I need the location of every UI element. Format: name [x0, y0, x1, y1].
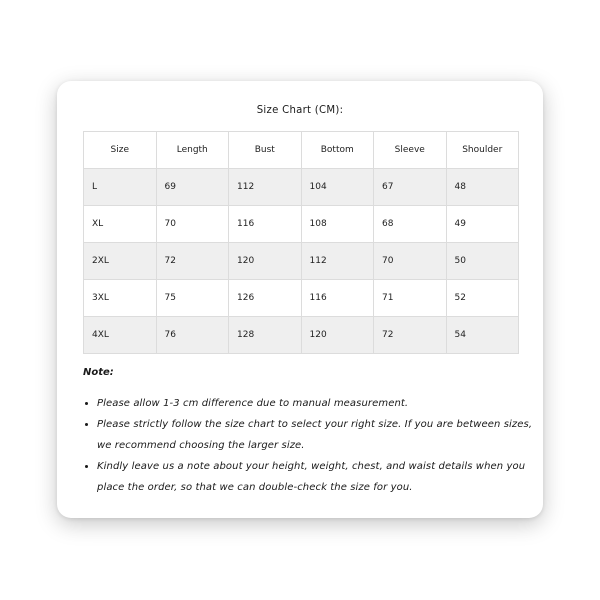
table-cell: 70 — [374, 243, 447, 280]
header-length: Length — [156, 132, 229, 169]
table-cell: 128 — [229, 317, 302, 354]
header-size: Size — [84, 132, 157, 169]
table-cell: 76 — [156, 317, 229, 354]
table-cell: 72 — [156, 243, 229, 280]
header-sleeve: Sleeve — [374, 132, 447, 169]
notes-list — [83, 393, 537, 498]
table-cell: L — [84, 169, 157, 206]
table-cell: 2XL — [84, 243, 157, 280]
table-cell: 70 — [156, 206, 229, 243]
table-cell: 104 — [301, 169, 374, 206]
header-shoulder: Shoulder — [446, 132, 519, 169]
table-row — [84, 243, 519, 280]
table-cell: 67 — [374, 169, 447, 206]
table-cell: 112 — [229, 169, 302, 206]
table-cell: XL — [84, 206, 157, 243]
table-cell: 126 — [229, 280, 302, 317]
table-cell: 3XL — [84, 280, 157, 317]
note-label: Note: — [83, 367, 114, 378]
size-table — [83, 131, 519, 354]
table-cell: 4XL — [84, 317, 157, 354]
list-item: • Please allow 1-3 cm difference due to manual measurement. — [97, 393, 537, 414]
header-bottom: Bottom — [301, 132, 374, 169]
table-cell: 75 — [156, 280, 229, 317]
table-cell: 120 — [229, 243, 302, 280]
list-item: • Please strictly follow the size chart to select your right size. If you are between sizes, we recommend choosing the larger size. — [97, 414, 537, 456]
table-cell: 52 — [446, 280, 519, 317]
size-chart-card — [57, 81, 543, 518]
table-row — [84, 169, 519, 206]
table-row — [84, 317, 519, 354]
table-cell: 112 — [301, 243, 374, 280]
table-cell: 49 — [446, 206, 519, 243]
table-cell: 69 — [156, 169, 229, 206]
table-row — [84, 206, 519, 243]
table-row — [84, 280, 519, 317]
table-cell: 68 — [374, 206, 447, 243]
table-cell: 116 — [301, 280, 374, 317]
table-cell: 120 — [301, 317, 374, 354]
table-cell: 48 — [446, 169, 519, 206]
table-cell: 108 — [301, 206, 374, 243]
table-cell: 116 — [229, 206, 302, 243]
list-item: • Kindly leave us a note about your height, weight, chest, and waist details when you place the order, so that we can double-check the size for you. — [97, 456, 537, 498]
table-header-row — [84, 132, 519, 169]
table-cell: 54 — [446, 317, 519, 354]
chart-title: Size Chart (CM): — [256, 103, 344, 116]
header-bust: Bust — [229, 132, 302, 169]
table-cell: 72 — [374, 317, 447, 354]
table-cell: 71 — [374, 280, 447, 317]
table-cell: 50 — [446, 243, 519, 280]
